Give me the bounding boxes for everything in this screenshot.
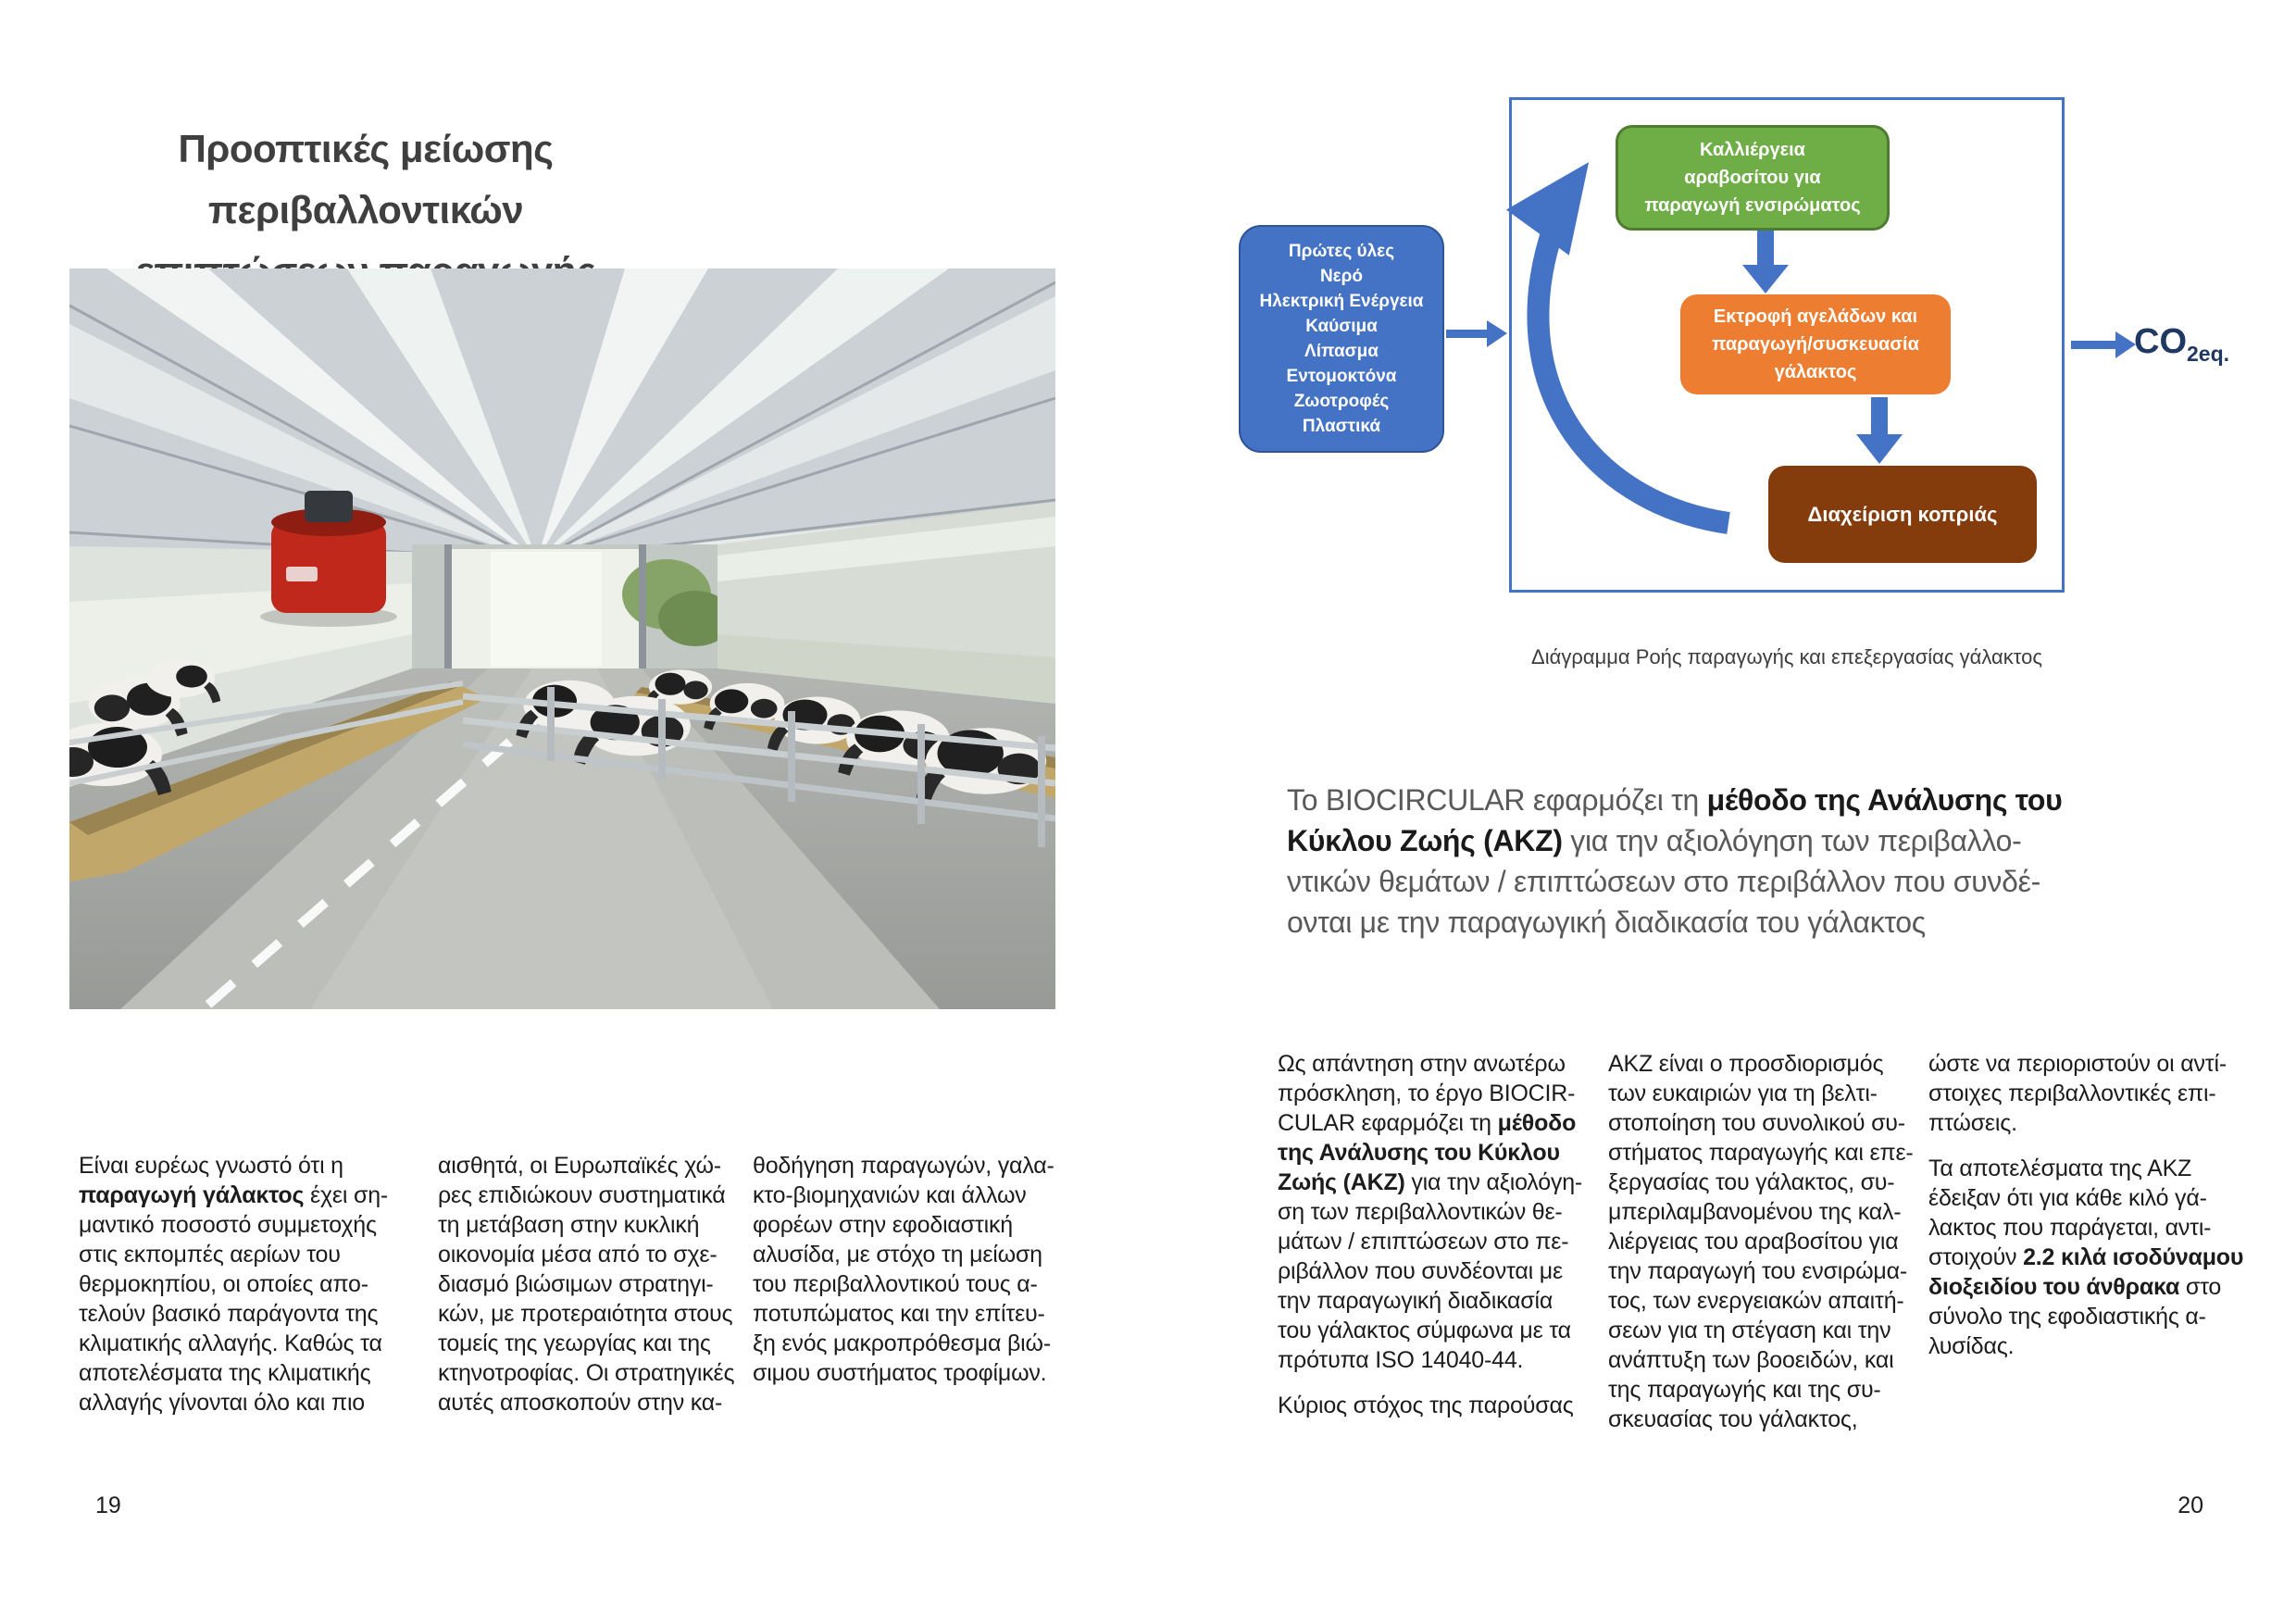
diagram-caption: Διάγραμμα Ροής παραγωγής και επεξεργασίας γάλακτος xyxy=(1531,645,2042,668)
right-text-column-3: ώστε να περιοριστούν οι αντί- στοιχες περιβαλλοντικές επι- πτώσεις. Τα αποτελέσματα της ΑΚΖ έδειξαν ότι για κάθε κιλό γά- λακτος που παράγεται, αντι- στοιχούν 2.2 κιλά ισοδύναμου διοξειδίου του άνθρακα στο σύνολο της εφοδιαστικής α- λυσίδας. xyxy=(1928,1051,2244,1359)
page-number-left: 19 xyxy=(95,1493,121,1518)
co2-main: CO xyxy=(2134,322,2187,361)
flow-arrow-input xyxy=(1446,320,1507,347)
left-text-column-1: Είναι ευρέως γνωστό ότι η παραγωγή γάλακτος έχει ση- μαντικό ποσοστό συμμετοχής στις εκπομπές αερίων του θερμοκηπίου, οι οποίες απο- τελούν βασικό παράγοντα της κλιματικής αλλαγής. Καθώς τα αποτελέσματα της κλιματικής αλλαγής γίνονται όλο και πιο xyxy=(79,1153,389,1416)
left-text-column-3: θοδήγηση παραγωγών, γαλα- κτο-βιομηχανιών και άλλων φορέων στην εφοδιαστική αλυσίδα, με στόχο τη μείωση του περιβαλλοντικού τους α- ποτυπώματος και την επίτευ- ξη ενός μακροπρόθεσμα βιώ- σιμου συστήματος τροφίμων. xyxy=(753,1153,1054,1386)
right-text-column-2: ΑΚΖ είναι ο προσδιορισμός των ευκαιριών για τη βελτι- στοποίηση του συνολικού συ- στήματος παραγωγής και επε- ξεργασίας του γάλακτος, συ- μπεριλαμβανομένου της καλ- λιέργειας του αραβοσίτου για την παραγωγή του ενσιρώμα- τος, των ενεργειακών απαιτή- σεων για τη στέγαση και την ανάπτυξη των βοοειδών, και της παραγωγής και της συ- σκευασίας του γάλακτος, xyxy=(1608,1051,1914,1432)
page-title-line1: Προοπτικές μείωσης περιβαλλοντικών xyxy=(178,127,554,231)
left-text-column-2: αισθητά, οι Ευρωπαϊκές χώ- ρες επιδιώκουν συστηματικά τη μετάβαση στην κυκλική οικονομία μέσα από το σχε- διασμό βιώσιμων στρατηγι- κών, με προτεραιότητα στους τομείς της γεωργίας και της κτηνοτροφίας. Οι στρατηγικές αυτές αποσκοπούν στην κα- xyxy=(438,1153,735,1416)
flow-arrow-down-1 xyxy=(1742,228,1789,294)
highlight-paragraph: Το BIOCIRCULAR εφαρμόζει τη μέθοδο της Ανάλυσης του Κύκλου Ζωής (ΑΚΖ) για την αξιολόγηση των περιβαλλο- ντικών θεμάτων / επιπτώσεων στο περιβάλλον που συνδέ- ονται με την παραγωγική διαδικασία του γάλακτος xyxy=(1287,783,2063,939)
barn-back-wall xyxy=(412,544,732,671)
co2-subscript: 2eq. xyxy=(2187,342,2230,366)
page-20 xyxy=(1148,0,2296,1624)
flow-node-livestock: Εκτροφή αγελάδων και παραγωγή/συσκευασία γάλακτος xyxy=(1680,294,1951,394)
barn-photo xyxy=(69,269,1055,1009)
barn-photo-illustration xyxy=(69,269,1055,1009)
page-number-right: 20 xyxy=(2177,1493,2203,1518)
flow-node-manure: Διαχείριση κοπριάς xyxy=(1768,466,2037,563)
right-text-column-1: Ως απάντηση στην ανωτέρω πρόσκληση, το έργο BIOCIR- CULAR εφαρμόζει τη μέθοδο της Ανάλυσης του Κύκλου Ζωής (ΑΚΖ) για την αξιολόγη- ση των περιβαλλοντικών θε- μάτων / επιπτώσεων στο πε- ριβάλλον που συνδέονται με την παραγωγική διαδικασία του γάλακτος σύμφωνα με τα πρότυπα ISO 14040-44. Κύριος στόχος της παρούσας xyxy=(1278,1051,1583,1418)
flow-node-crop: Καλλιέργεια αραβοσίτου για παραγωγή ενσιρώματος xyxy=(1616,125,1890,231)
co2-arrow xyxy=(2071,331,2136,358)
flow-arrow-down-2 xyxy=(1856,397,1903,464)
co2-label xyxy=(2134,322,2229,367)
diagram-input-box: Πρώτες ύλες Νερό Ηλεκτρική Ενέργεια Καύσιμα Λίπασμα Εντομοκτόνα Ζωοτροφές Πλαστικά xyxy=(1239,225,1444,453)
milk-flow-diagram xyxy=(1231,56,2296,611)
barn-roof xyxy=(69,269,1055,560)
